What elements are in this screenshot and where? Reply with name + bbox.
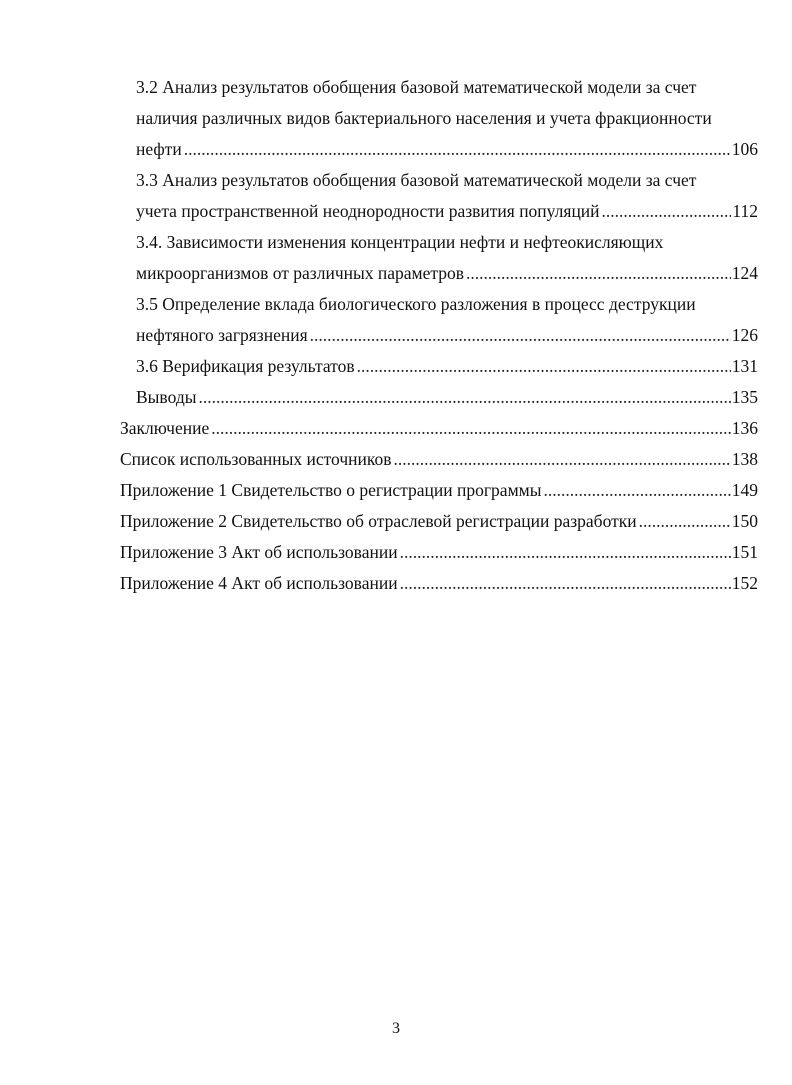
toc-text: 3.6 Верификация результатов (136, 356, 355, 376)
toc-text: микроорганизмов от различных параметров (136, 263, 464, 283)
toc-entry (0, 476, 792, 504)
toc-text: наличия различных видов бактериального населения и учета фракционности (136, 108, 712, 128)
toc-page-number: 135 (731, 387, 758, 407)
toc-page-number: 112 (732, 201, 758, 221)
toc-text: Заключение (120, 418, 210, 438)
toc-page-number: 131 (731, 356, 758, 376)
leader-dots (394, 445, 731, 473)
leader-dots (211, 414, 731, 442)
toc-text: Приложение 1 Свидетельство о регистрации программы (120, 480, 542, 500)
toc-page-number: 136 (731, 418, 758, 438)
leader-dots (310, 321, 731, 349)
toc-text: Приложение 4 Акт об использовании (120, 573, 398, 593)
toc-text: 3.4. Зависимости изменения концентрации нефти и нефтеокисляющих (136, 232, 664, 252)
toc-entry (0, 197, 792, 225)
toc-entry (0, 445, 792, 473)
toc-line (0, 290, 792, 318)
toc-entry (0, 259, 792, 287)
toc-text: нефтяного загрязнения (136, 325, 308, 345)
toc-page-number: 126 (731, 325, 758, 345)
toc-text: Приложение 2 Свидетельство об отраслевой регистрации разработки (120, 511, 637, 531)
toc-page-number: 151 (731, 542, 758, 562)
leader-dots (184, 135, 731, 163)
toc-entry (0, 352, 792, 380)
toc-entry (0, 569, 792, 597)
toc-line (0, 166, 792, 194)
page-number: 3 (392, 1020, 400, 1037)
toc-page-number: 124 (731, 263, 758, 283)
toc-text: Приложение 3 Акт об использовании (120, 542, 398, 562)
toc-page-number: 138 (731, 449, 758, 469)
toc-line (0, 228, 792, 256)
toc-text: 3.2 Анализ результатов обобщения базовой математической модели за счет (136, 77, 697, 97)
toc-line (0, 104, 792, 132)
toc-entry (0, 414, 792, 442)
leader-dots (400, 569, 731, 597)
toc-page-number: 152 (731, 573, 758, 593)
toc-text: нефти (136, 139, 182, 159)
leader-dots (543, 476, 730, 504)
toc-page-number: 150 (731, 511, 758, 531)
leader-dots (198, 383, 730, 411)
leader-dots (400, 538, 731, 566)
toc-text: учета пространственной неоднородности развития популяций (136, 201, 600, 221)
leader-dots (639, 507, 731, 535)
toc-page-number: 106 (731, 139, 758, 159)
toc-line (0, 73, 792, 101)
leader-dots (466, 259, 731, 287)
toc-text: 3.5 Определение вклада биологического разложения в процесс деструкции (136, 294, 696, 314)
toc-text: 3.3 Анализ результатов обобщения базовой математической модели за счет (136, 170, 697, 190)
toc-entry (0, 507, 792, 535)
toc-entry (0, 321, 792, 349)
toc-entry (0, 538, 792, 566)
toc-entry (0, 383, 792, 411)
leader-dots (357, 352, 731, 380)
toc-entry (0, 135, 792, 163)
toc-page-number: 149 (731, 480, 758, 500)
leader-dots (602, 197, 732, 225)
toc-text: Выводы (136, 387, 197, 407)
toc-text: Список использованных источников (120, 449, 392, 469)
